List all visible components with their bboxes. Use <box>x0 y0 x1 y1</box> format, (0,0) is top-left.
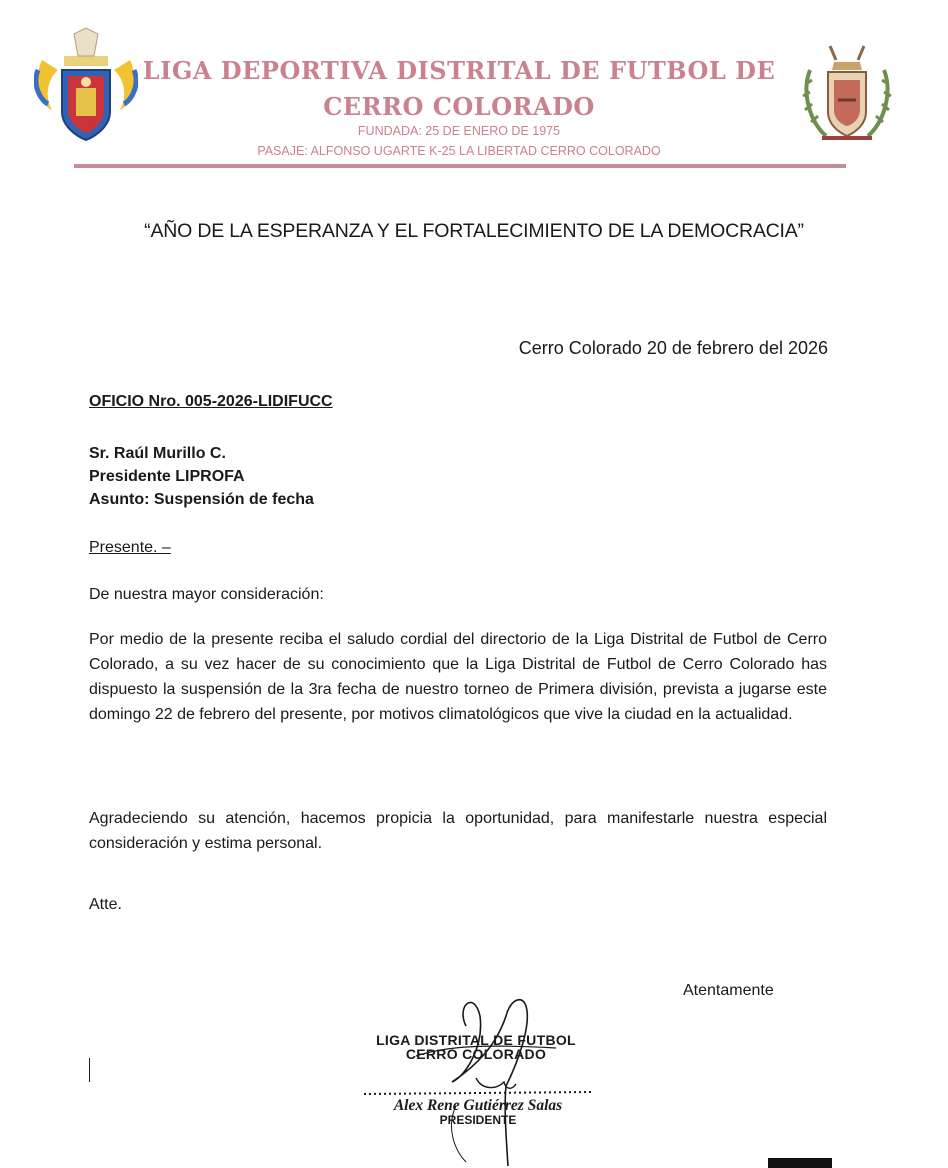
signer-name: Alex Rene Gutiérrez Salas <box>393 1097 563 1114</box>
oficio-number: OFICIO Nro. 005-2026-LIDIFUCC <box>89 393 333 410</box>
text-cursor <box>89 1058 90 1082</box>
city-coat-of-arms-icon <box>34 26 138 144</box>
year-motto: “AÑO DE LA ESPERANZA Y EL FORTALECIMIENTO DE LA DEMOCRACIA” <box>144 220 804 242</box>
signer-role: PRESIDENTE <box>439 1113 517 1127</box>
header-divider <box>74 164 846 168</box>
org-name-line-2: CERRO COLORADO <box>323 92 595 121</box>
salutation: De nuestra mayor consideración: <box>89 586 324 603</box>
org-name-line-1: LIGA DEPORTIVA DISTRITAL DE FUTBOL DE <box>142 56 776 85</box>
atte-line: Atte. <box>89 896 122 913</box>
org-address: PASAJE: ALFONSO UGARTE K-25 LA LIBERTAD CERRO COLORADO <box>257 144 661 158</box>
edge-artifact <box>768 1158 832 1168</box>
founded-date: FUNDADA: 25 DE ENERO DE 1975 <box>357 124 561 138</box>
recipient-block <box>89 441 314 510</box>
letter-subject: Asunto: Suspensión de fecha <box>89 491 314 508</box>
letter-date: Cerro Colorado 20 de febrero del 2026 <box>518 338 828 358</box>
closing-atentamente: Atentamente <box>683 982 774 999</box>
signature-scribble <box>356 986 616 1168</box>
stamp-org-line-2: CERRO COLORADO <box>405 1046 547 1062</box>
presente-line: Presente. – <box>89 539 171 556</box>
recipient-position: Presidente LIPROFA <box>89 468 245 485</box>
district-coat-of-arms-icon <box>800 40 894 150</box>
stamp-org-line-1: LIGA DISTRITAL DE FUTBOL <box>376 1032 576 1048</box>
body-paragraph-2: Agradeciendo su atención, hacemos propicia la oportunidad, para manifestarle nuestra especial consideración y estima personal. <box>89 810 827 852</box>
recipient-name: Sr. Raúl Murillo C. <box>89 445 226 462</box>
body-paragraph-1: Por medio de la presente reciba el saludo cordial del directorio de la Liga Distrital de Futbol de Cerro Colorado, a su vez hacer de su conocimiento que la Liga Distrital de Futbol de Cerro Colorado has dispuesto la suspensión de la 3ra fecha de nuestro torneo de Primera división, prevista a jugarse este domingo 22 de febrero del presente, por motivos climatológicos que vive la ciudad en la actualidad. <box>89 631 827 723</box>
